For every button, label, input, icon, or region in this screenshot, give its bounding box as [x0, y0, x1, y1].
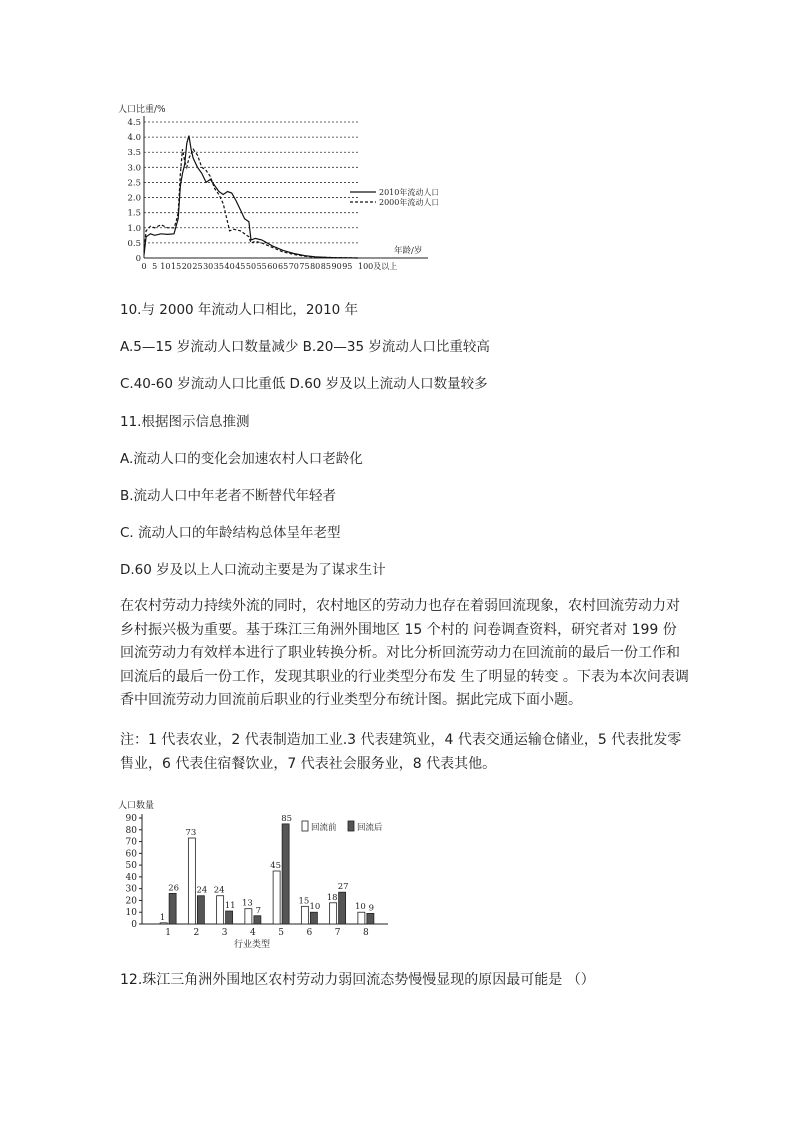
- x-tick-label: 40: [224, 262, 235, 271]
- data-label: 9: [368, 903, 375, 914]
- x-tick-label: 75: [299, 262, 310, 271]
- question-11: 11.根据图示信息推测: [120, 414, 250, 430]
- x-tick-label: 15: [171, 262, 182, 271]
- x-tick-label: 0: [141, 262, 147, 271]
- x-axis-label: 行业类型: [233, 940, 271, 950]
- bar-after: [367, 913, 374, 924]
- x-tick-label: 45: [235, 262, 246, 271]
- series-line-1: [144, 136, 358, 258]
- question-10-options-ab: A.5—15 岁流动人口数量减少 B.20—35 岁流动人口比重较高: [120, 339, 490, 355]
- y-tick-label: 3.5: [127, 148, 141, 159]
- legend-swatch-2: [348, 821, 354, 831]
- bar-after: [226, 911, 233, 924]
- question-10: 10.与 2000 年流动人口相比，2010 年: [120, 302, 359, 318]
- y-tick-label: 2.5: [127, 178, 141, 189]
- x-tick-label: 70: [288, 262, 299, 271]
- data-label: 85: [281, 813, 293, 824]
- x-tick-label: 85: [320, 262, 331, 271]
- bar-before: [330, 903, 337, 924]
- y-tick-label: 70: [125, 837, 137, 848]
- y-tick-label: 0: [135, 254, 141, 264]
- bar-after: [310, 912, 317, 924]
- x-tick-label: 55: [256, 262, 267, 271]
- x-tick-label: 25: [192, 262, 203, 271]
- bar-before: [301, 906, 308, 924]
- question-11-option-c: C. 流动人口的年龄结构总体呈年老型: [120, 525, 341, 541]
- data-label: 73: [185, 828, 197, 839]
- y-tick-label: 40: [125, 872, 137, 883]
- line-chart-svg: [118, 102, 438, 278]
- legend-swatch-1: [302, 821, 308, 831]
- x-tick-label: 65: [278, 262, 289, 271]
- data-label: 24: [196, 885, 208, 896]
- x-tick-label: 10: [160, 262, 171, 271]
- bar-before: [188, 838, 195, 924]
- x-tick-label: 30: [203, 262, 214, 271]
- data-label: 11: [224, 901, 236, 912]
- x-tick-label: 6: [306, 928, 313, 938]
- x-tick-label: 100及以上: [358, 262, 398, 271]
- x-tick-label: 35: [213, 262, 224, 271]
- y-tick-label: 80: [125, 825, 137, 836]
- data-label: 13: [241, 898, 253, 909]
- legend-label-1: 回流前: [311, 823, 337, 833]
- question-11-option-b: B.流动人口中年老者不断替代年轻者: [120, 488, 337, 504]
- age-structure-line-chart: [118, 102, 438, 278]
- data-label: 10: [354, 902, 366, 913]
- y-tick-label: 0.5: [127, 238, 141, 249]
- x-tick-label: 95: [342, 262, 353, 271]
- data-label: 1: [159, 912, 166, 923]
- bar-before: [217, 896, 224, 924]
- y-axis-label: 人口数量: [118, 801, 155, 811]
- y-tick-label: 4.5: [127, 118, 141, 128]
- data-label: 24: [213, 885, 225, 896]
- question-10-options-cd: C.40-60 岁流动人口比重低 D.60 岁及以上流动人口数量较多: [120, 376, 488, 392]
- x-tick-label: 5: [278, 928, 284, 938]
- legend-label-2: 回流后: [357, 823, 383, 833]
- y-axis-label: 人口比重/%: [118, 105, 166, 115]
- y-tick-label: 50: [125, 861, 137, 872]
- x-tick-label: 80: [310, 262, 321, 271]
- x-tick-label: 2: [193, 928, 200, 938]
- data-label: 45: [270, 861, 282, 871]
- y-tick-label: 2.0: [127, 193, 141, 204]
- y-tick-label: 30: [125, 884, 137, 895]
- bar-before: [273, 871, 280, 924]
- data-label: 27: [337, 882, 349, 893]
- bar-before: [160, 923, 167, 924]
- data-label: 7: [255, 905, 262, 916]
- bar-after: [254, 916, 261, 924]
- data-label: 26: [168, 883, 180, 894]
- x-tick-label: 7: [334, 928, 341, 938]
- bar-after: [282, 824, 289, 924]
- bar-before: [358, 912, 365, 924]
- x-axis-label: 年龄/岁: [394, 246, 423, 256]
- question-11-option-a: A.流动人口的变化会加速农村人口老龄化: [120, 451, 363, 467]
- x-tick-label: 5: [152, 262, 158, 271]
- data-label: 10: [309, 902, 321, 913]
- question-11-option-d: D.60 岁及以上人口流动主要是为了谋求生计: [120, 562, 386, 578]
- x-tick-label: 20: [181, 262, 192, 271]
- y-tick-label: 1.5: [127, 208, 141, 219]
- x-tick-label: 4: [250, 928, 256, 938]
- industry-bar-chart: [118, 796, 408, 952]
- y-tick-label: 4.0: [127, 133, 141, 144]
- x-tick-label: 90: [331, 262, 342, 271]
- x-tick-label: 8: [363, 928, 369, 938]
- bar-chart-svg: [118, 796, 408, 952]
- y-tick-label: 90: [125, 814, 137, 824]
- bar-before: [245, 909, 252, 924]
- x-tick-label: 50: [245, 262, 257, 271]
- bar-after: [339, 892, 346, 924]
- x-tick-label: 3: [221, 928, 228, 938]
- y-tick-label: 60: [125, 849, 137, 860]
- y-tick-label: 3.0: [127, 163, 141, 174]
- bar-after: [197, 896, 204, 924]
- bar-after: [169, 893, 176, 924]
- industry-note: 注：1 代表农业，2 代表制造加工业.3 代表建筑业，4 代表交通运输仓储业，5 代表批发零售业，6 代表住宿餐饮业，7 代表社会服务业，8 代表其他。: [120, 732, 682, 772]
- passage-text: 在农村劳动力持续外流的同时，农村地区的劳动力也存在着弱回流现象，农村回流劳动力对乡村振兴极为重要。基于珠江三角洲外围地区 15 个村的 问卷调查资料，研究者对 199 份回流劳动力有效样本进行了职业转换分析。对比分析回流劳动力在回流前的最后一份工作和回流后的最后一份工作，发现其职业的行业类型分布发 生了明显的转变 。下表为本次问表调香中回流劳动力回流前后职业的行业类型分布统计图。据此完成下面小题。: [120, 598, 689, 708]
- question-12: 12.珠江三角洲外围地区农村劳动力弱回流态势慢慢显现的原因最可能是 （）: [120, 972, 595, 988]
- data-label: 18: [326, 892, 338, 903]
- x-tick-label: 60: [267, 262, 278, 271]
- data-label: 15: [298, 896, 310, 907]
- y-tick-label: 20: [125, 896, 137, 907]
- x-tick-label: 1: [165, 928, 171, 938]
- legend-label-1: 2010年流动人口: [379, 188, 438, 197]
- y-tick-label: 1.0: [127, 223, 141, 234]
- y-tick-label: 0: [131, 920, 137, 930]
- legend-label-2: 2000年流动人口: [379, 198, 438, 207]
- y-tick-label: 10: [125, 908, 137, 919]
- series-line-2: [144, 149, 358, 258]
